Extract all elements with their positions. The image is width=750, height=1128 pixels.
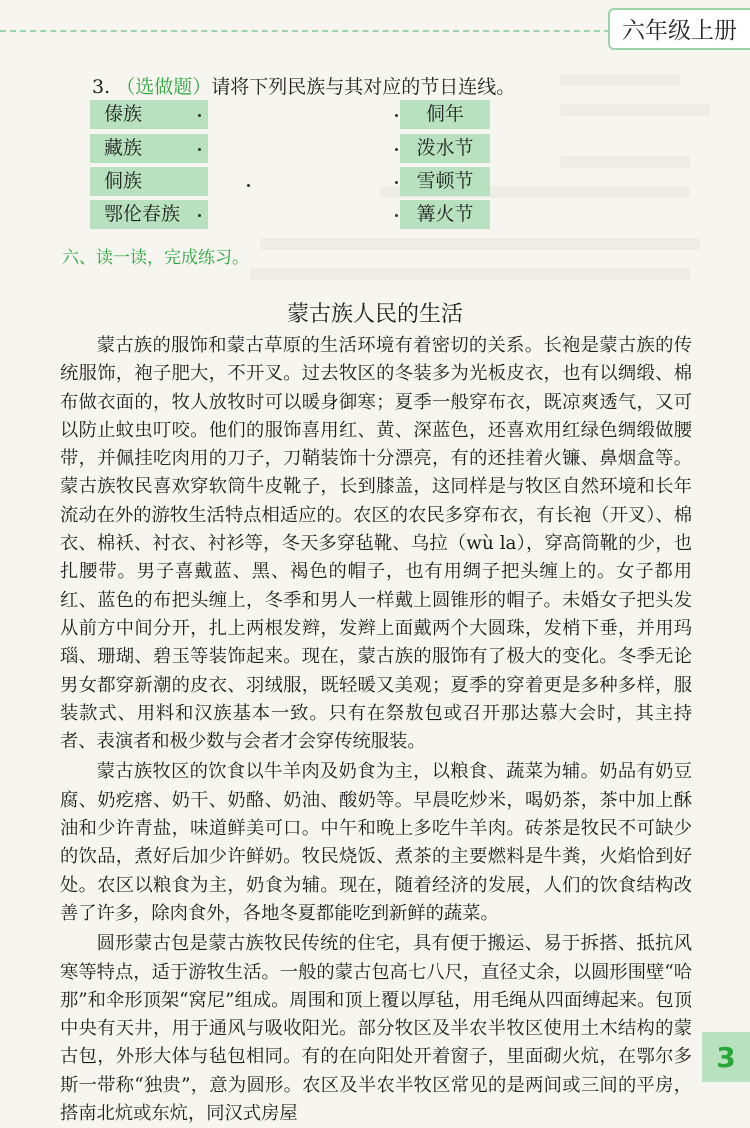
article-body xyxy=(60,332,692,1128)
ethnic-group-box[interactable]: 藏族 xyxy=(90,134,208,163)
page-number: 3 xyxy=(702,1032,750,1082)
festival-box[interactable]: 泼水节 xyxy=(400,134,490,163)
connect-dot xyxy=(395,214,398,217)
section-6-heading: 六、读一读，完成练习。 xyxy=(62,248,249,268)
question-number: 3. xyxy=(92,76,111,98)
connect-dot xyxy=(395,181,398,184)
exercise-3-prompt xyxy=(92,72,515,99)
optional-tag: （选做题） xyxy=(116,76,212,98)
connect-dot xyxy=(247,184,250,187)
article-paragraph-clothing: 蒙古族的服饰和蒙古草原的生活环境有着密切的关系。长袍是蒙古族的传统服饰，袍子肥大，不开叉。过去牧区的冬装多为光板皮衣，也有以绸缎、棉布做衣面的，牧人放牧时可以暖身御寒；夏季一般穿布衣，既凉爽透气，又可以防止蚊虫叮咬。他们的服饰喜用红、黄、深蓝色，还喜欢用红绿色绸缎做腰带，并佩挂吃肉用的刀子，刀鞘装饰十分漂亮，有的还挂着火镰、鼻烟盒等。蒙古族牧民喜欢穿软筒牛皮靴子，长到膝盖，这同样是与牧区自然环境和长年流动在外的游牧生活特点相适应的。农区的农民多穿布衣，有长袍（开叉）、棉衣、棉袄、衬衣、衬衫等，冬天多穿毡靴、乌拉（wù la），穿高筒靴的少，也扎腰带。男子喜戴蓝、黑、褐色的帽子，也有用绸子把头缠上的。女子都用红、蓝色的布把头缠上，冬季和男人一样戴上圆锥形的帽子。未婚女子把头发从前方中间分开，扎上两根发辫，发辫上面戴两个大圆珠，发梢下垂，并用玛瑙、珊瑚、碧玉等装饰起来。现在，蒙古族的服饰有了极大的变化。冬季无论男女都穿新潮的皮衣、羽绒服，既轻暖又美观；夏季的穿着更是多种多样，服装款式、用料和汉族基本一致。只有在祭敖包或召开那达慕大会时，其主持者、表演者和极少数与会者才会穿传统服装。 xyxy=(60,335,692,753)
ethnic-group-box[interactable]: 侗族 xyxy=(90,167,208,196)
connect-dot xyxy=(395,148,398,151)
header-divider xyxy=(0,30,610,32)
article-paragraph-housing: 圆形蒙古包是蒙古族牧民传统的住宅，具有便于搬运、易于拆搭、抵抗风寒等特点，适于游牧生活。一般的蒙古包高七八尺，直径丈余，以圆形围壁“哈那”和伞形顶架“窝尼”组成。周围和顶上覆以厚毡，用毛绳从四面缚起来。包顶中央有天井，用于通风与吸收阳光。部分牧区及半农半牧区使用土木结构的蒙古包，外形大体与毡包相同。有的在向阳处开着窗子，里面砌火炕，在鄂尔多斯一带称“独贵”，意为圆形。农区及半农半牧区常见的是两间或三间的平房，搭南北炕或东炕，同汉式房屋 xyxy=(60,933,692,1125)
book-label: 六年级上册 xyxy=(622,18,737,44)
article-paragraph-diet: 蒙古族牧区的饮食以牛羊肉及奶食为主，以粮食、蔬菜为辅。奶品有奶豆腐、奶疙瘩、奶干、奶酪、奶油、酸奶等。早晨吃炒米，喝奶茶，茶中加上酥油和少许青盐，味道鲜美可口。中午和晚上多吃牛羊肉。砖茶是牧民不可缺少的饮品，煮好后加少许鲜奶。牧民烧饭、煮茶的主要燃料是牛粪，火焰恰到好处。农区以粮食为主，奶食为辅。现在，随着经济的发展，人们的饮食结构改善了许多，除肉食外，各地冬夏都能吃到新鲜的蔬菜。 xyxy=(60,761,692,924)
festival-box[interactable]: 篝火节 xyxy=(400,200,490,229)
question-text: 请将下列民族与其对应的节日连线。 xyxy=(211,76,516,98)
connect-dot xyxy=(198,114,201,117)
connect-dot xyxy=(395,114,398,117)
connect-dot xyxy=(198,148,201,151)
ethnic-group-box[interactable]: 鄂伦春族 xyxy=(90,200,208,229)
connect-dot xyxy=(198,214,201,217)
festival-box[interactable]: 侗年 xyxy=(400,100,490,129)
festival-box[interactable]: 雪顿节 xyxy=(400,167,490,196)
article-title: 蒙古族人民的生活 xyxy=(286,302,463,327)
ethnic-group-box[interactable]: 傣族 xyxy=(90,100,208,129)
